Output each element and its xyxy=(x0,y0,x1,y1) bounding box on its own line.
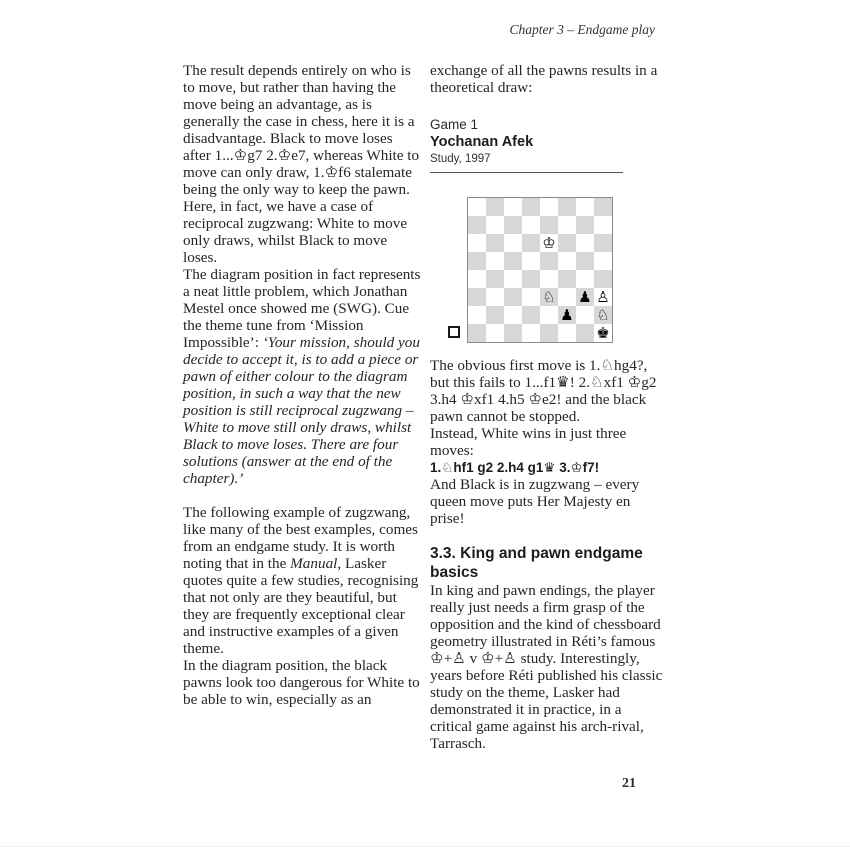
square-c8 xyxy=(504,198,522,216)
square-a6 xyxy=(468,234,486,252)
square-e2 xyxy=(540,306,558,324)
square-a2 xyxy=(468,306,486,324)
square-d5 xyxy=(522,252,540,270)
divider-rule xyxy=(430,172,623,173)
square-b7 xyxy=(486,216,504,234)
intro-paragraph: exchange of all the pawns results in a theoretical draw: xyxy=(430,62,658,96)
game-player: Yochanan Afek xyxy=(430,134,534,150)
square-g1 xyxy=(576,324,594,342)
square-c3 xyxy=(504,288,522,306)
square-a1 xyxy=(468,324,486,342)
analysis-paragraph: Instead, White wins in just three moves: xyxy=(430,425,627,459)
analysis-paragraph: The obvious first move is 1.♘hg4?, but this fails to 1...f1♛! 2.♘xf1 ♔g2 3.h4 ♔xf1 4.h5 ♔e2! and the black pawn cannot be stopped. xyxy=(430,357,657,425)
square-f2 xyxy=(558,306,576,324)
square-c6 xyxy=(504,234,522,252)
game-number: Game 1 xyxy=(430,117,479,132)
square-c2 xyxy=(504,306,522,324)
square-e6 xyxy=(540,234,558,252)
square-g5 xyxy=(576,252,594,270)
square-h4 xyxy=(594,270,612,288)
square-h6 xyxy=(594,234,612,252)
square-d8 xyxy=(522,198,540,216)
square-b2 xyxy=(486,306,504,324)
square-a7 xyxy=(468,216,486,234)
square-h7 xyxy=(594,216,612,234)
main-line-moves: 1.♘hf1 g2 2.h4 g1♛ 3.♔f7! xyxy=(430,460,600,475)
white-to-move-indicator xyxy=(448,326,460,338)
square-e1 xyxy=(540,324,558,342)
square-f1 xyxy=(558,324,576,342)
square-e7 xyxy=(540,216,558,234)
square-h2 xyxy=(594,306,612,324)
square-g4 xyxy=(576,270,594,288)
square-b3 xyxy=(486,288,504,306)
black-king-icon: ♚ xyxy=(596,324,610,342)
square-a4 xyxy=(468,270,486,288)
square-g8 xyxy=(576,198,594,216)
square-d6 xyxy=(522,234,540,252)
square-b4 xyxy=(486,270,504,288)
left-column xyxy=(183,62,422,708)
square-h3 xyxy=(594,288,612,306)
square-c4 xyxy=(504,270,522,288)
section-paragraph: In king and pawn endings, the player really just needs a firm grasp of the opposition and the kind of chessboard geometry illustrated in Réti’s famous ♔+♙ v ♔+♙ study. Interestingly, years before Réti published his classic study on the theme, Lasker had demonstrated it in practice, in a critical game against his arch-rival, Tarrasch. xyxy=(430,582,663,752)
square-g6 xyxy=(576,234,594,252)
square-c1 xyxy=(504,324,522,342)
paragraph: The result depends entirely on who is to move, but rather than having the move being an advantage, as is generally the case in chess, here it is a disadvantage. Black to move loses after 1...♔g7 2.♔e7, whereas White to move can only draw, 1.♔f6 stalemate being the only way to keep the pawn. xyxy=(183,62,420,198)
white-pawn-icon: ♙ xyxy=(596,288,610,306)
black-pawn-icon: ♟ xyxy=(578,288,592,306)
game-header xyxy=(430,116,663,173)
square-f3 xyxy=(558,288,576,306)
square-b8 xyxy=(486,198,504,216)
white-king-icon: ♔ xyxy=(542,234,556,252)
square-d2 xyxy=(522,306,540,324)
white-knight-icon: ♘ xyxy=(596,306,610,324)
running-header: Chapter 3 – Endgame play xyxy=(509,22,655,37)
paragraph: The following example of zugzwang, like many of the best examples, comes from an endgame study. It is worth noting that in the Manual, Lasker quotes quite a few studies, recognising that not only are they beautiful, but they are frequently exceptional clear and instructive examples of a given theme. xyxy=(183,504,419,657)
white-knight-icon: ♘ xyxy=(542,288,556,306)
square-g7 xyxy=(576,216,594,234)
square-g2 xyxy=(576,306,594,324)
square-c7 xyxy=(504,216,522,234)
square-e3 xyxy=(540,288,558,306)
game-source: Study, 1997 xyxy=(430,153,491,165)
square-f6 xyxy=(558,234,576,252)
square-a8 xyxy=(468,198,486,216)
chess-diagram xyxy=(467,197,613,343)
square-g3 xyxy=(576,288,594,306)
square-h1 xyxy=(594,324,612,342)
square-b1 xyxy=(486,324,504,342)
paragraph: In the diagram position, the black pawns look too dangerous for White to be able to win, especially as an xyxy=(183,657,420,708)
square-h8 xyxy=(594,198,612,216)
square-b5 xyxy=(486,252,504,270)
analysis-paragraph: And Black is in zugzwang – every queen move puts Her Majesty en prise! xyxy=(430,476,640,527)
square-f5 xyxy=(558,252,576,270)
square-e4 xyxy=(540,270,558,288)
square-e8 xyxy=(540,198,558,216)
square-f4 xyxy=(558,270,576,288)
square-c5 xyxy=(504,252,522,270)
square-e5 xyxy=(540,252,558,270)
square-b6 xyxy=(486,234,504,252)
page-number: 21 xyxy=(622,776,636,791)
square-f8 xyxy=(558,198,576,216)
paragraph: The diagram position in fact represents a neat little problem, which Jonathan Mestel once showed me (SWG). Cue the theme tune from ‘Mission Impossible’: ‘Your mission, should you decide to accept it, is to add a piece or pawn of either colour to the diagram position, in such a way that the new position is still reciprocal zugzwang – White to move still only draws, whilst Black to move loses. There are four solutions (answer at the end of the chapter).’ xyxy=(183,266,421,487)
section-heading: 3.3. King and pawn endgame basics xyxy=(430,545,643,581)
square-h5 xyxy=(594,252,612,270)
paragraph: Here, in fact, we have a case of reciprocal zugzwang: White to move only draws, whilst Black to move loses. xyxy=(183,198,408,266)
square-d4 xyxy=(522,270,540,288)
square-d7 xyxy=(522,216,540,234)
right-column xyxy=(430,62,663,752)
square-d1 xyxy=(522,324,540,342)
square-a3 xyxy=(468,288,486,306)
black-pawn-icon: ♟ xyxy=(560,306,574,324)
square-f7 xyxy=(558,216,576,234)
square-d3 xyxy=(522,288,540,306)
chess-board xyxy=(467,197,613,343)
square-a5 xyxy=(468,252,486,270)
